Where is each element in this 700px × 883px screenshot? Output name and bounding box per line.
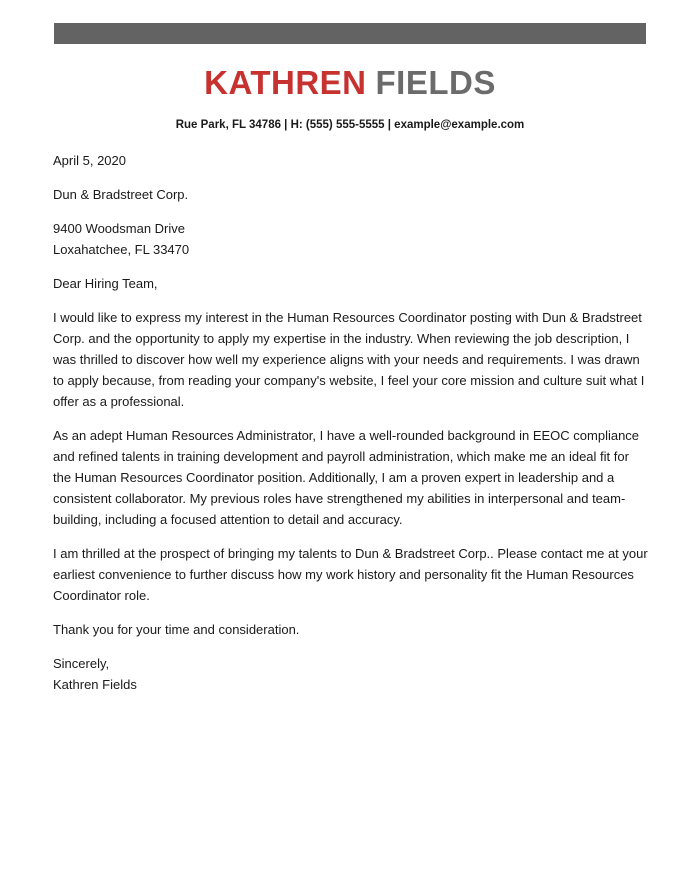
contact-info-line: Rue Park, FL 34786 | H: (555) 555-5555 | example@example.com xyxy=(175,119,525,131)
body-paragraph-2: As an adept Human Resources Administrator, I have a well-rounded background in EEOC compliance and refined talents in training development and payroll administration, which make me an ideal fit for the Human Resources Coordinator position. Additionally, I am a proven expert in leadership and a consistent collaborator. My previous roles have strengthened my abilities in interpersonal and team-building, including a focused attention to detail and accuracy. xyxy=(53,428,640,527)
letter-body xyxy=(53,150,650,695)
signoff: Sincerely, xyxy=(53,656,110,671)
recipient-company: Dun & Bradstreet Corp. xyxy=(53,187,189,202)
applicant-name xyxy=(0,64,700,102)
closing-thanks: Thank you for your time and consideration. xyxy=(53,622,300,637)
letter-date: April 5, 2020 xyxy=(53,153,126,168)
recipient-address-line2: Loxahatchee, FL 33470 xyxy=(53,242,190,257)
recipient-address xyxy=(53,218,650,260)
body-paragraph-1: I would like to express my interest in the Human Resources Coordinator posting with Dun & Bradstreet Corp. and the opportunity to apply my expertise in the industry. When reviewing the job description, I was thrilled to discover how well my experience aligns with your needs and requirements. I was drawn to apply because, from reading your company's website, I feel your core mission and culture suit what I offer as a professional. xyxy=(53,310,645,409)
applicant-last-name: FIELDS xyxy=(375,64,496,101)
body-paragraph-3: I am thrilled at the prospect of bringing my talents to Dun & Bradstreet Corp.. Please contact me at your earliest convenience to further discuss how my work history and personality fit the Human Resources Coordinator role. xyxy=(53,546,648,603)
header-accent-bar xyxy=(54,23,646,44)
recipient-address-line1: 9400 Woodsman Drive xyxy=(53,221,185,236)
applicant-first-name: KATHREN xyxy=(204,64,367,101)
signature-block xyxy=(53,653,650,695)
salutation: Dear Hiring Team, xyxy=(53,276,158,291)
signature-name: Kathren Fields xyxy=(53,677,137,692)
